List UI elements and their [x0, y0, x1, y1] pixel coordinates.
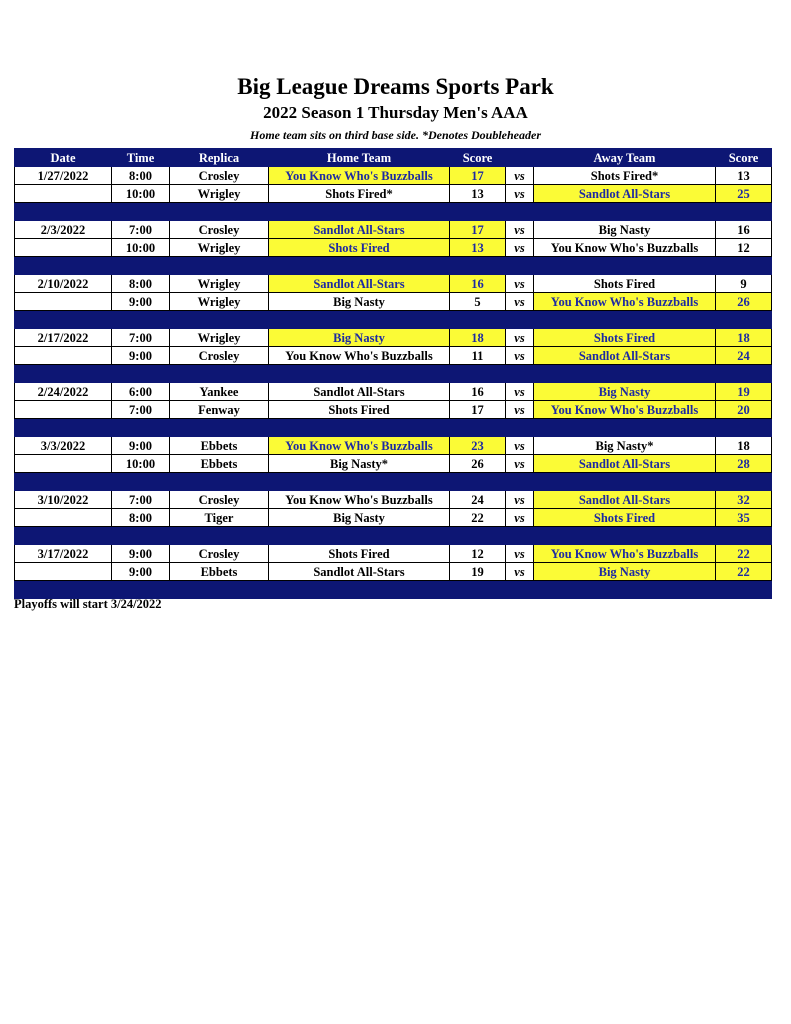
separator-cell: [269, 365, 450, 383]
separator-cell: [506, 419, 534, 437]
game-row: [15, 293, 772, 311]
game-replica: Tiger: [170, 509, 269, 527]
vs-label: vs: [506, 185, 534, 203]
game-replica: Wrigley: [170, 329, 269, 347]
game-time: 7:00: [112, 221, 170, 239]
separator-cell: [269, 527, 450, 545]
separator-cell: [450, 257, 506, 275]
game-replica: Crosley: [170, 491, 269, 509]
home-team: Shots Fired*: [269, 185, 450, 203]
vs-label: vs: [506, 329, 534, 347]
home-team: Shots Fired: [269, 401, 450, 419]
game-date: 1/27/2022: [15, 167, 112, 185]
game-date: [15, 239, 112, 257]
separator-cell: [506, 527, 534, 545]
game-replica: Wrigley: [170, 275, 269, 293]
game-replica: Yankee: [170, 383, 269, 401]
away-team: Big Nasty: [534, 221, 716, 239]
separator-cell: [170, 203, 269, 221]
separator-cell: [450, 365, 506, 383]
separator-cell: [112, 203, 170, 221]
game-time: 6:00: [112, 383, 170, 401]
home-team: Sandlot All-Stars: [269, 563, 450, 581]
game-time: 7:00: [112, 329, 170, 347]
header-home-score: Score: [450, 149, 506, 167]
game-date: 2/24/2022: [15, 383, 112, 401]
separator-cell: [450, 419, 506, 437]
season-subtitle: 2022 Season 1 Thursday Men's AAA: [263, 103, 528, 122]
home-score: 5: [450, 293, 506, 311]
separator-cell: [716, 311, 772, 329]
week-separator: [15, 311, 772, 329]
separator-cell: [112, 473, 170, 491]
game-time: 10:00: [112, 239, 170, 257]
game-time: 9:00: [112, 293, 170, 311]
home-score: 26: [450, 455, 506, 473]
game-row: [15, 437, 772, 455]
vs-label: vs: [506, 275, 534, 293]
separator-cell: [170, 527, 269, 545]
game-replica: Crosley: [170, 545, 269, 563]
away-team: Big Nasty: [534, 383, 716, 401]
game-row: [15, 491, 772, 509]
home-team: Shots Fired: [269, 239, 450, 257]
game-time: 8:00: [112, 275, 170, 293]
schedule-note: Home team sits on third base side. *Denotes Doubleheader: [250, 128, 541, 142]
separator-cell: [269, 473, 450, 491]
separator-cell: [506, 365, 534, 383]
home-score: 24: [450, 491, 506, 509]
home-score: 17: [450, 401, 506, 419]
home-score: 12: [450, 545, 506, 563]
game-row: [15, 347, 772, 365]
separator-cell: [506, 203, 534, 221]
vs-label: vs: [506, 239, 534, 257]
separator-cell: [506, 473, 534, 491]
home-team: Big Nasty: [269, 293, 450, 311]
separator-cell: [170, 473, 269, 491]
home-team: You Know Who's Buzzballs: [269, 167, 450, 185]
game-time: 9:00: [112, 563, 170, 581]
header-time: Time: [112, 149, 170, 167]
game-row: [15, 221, 772, 239]
home-team: Sandlot All-Stars: [269, 383, 450, 401]
separator-cell: [170, 419, 269, 437]
separator-cell: [534, 365, 716, 383]
separator-cell: [534, 311, 716, 329]
away-team: You Know Who's Buzzballs: [534, 545, 716, 563]
separator-cell: [15, 527, 112, 545]
separator-cell: [112, 365, 170, 383]
separator-cell: [269, 581, 450, 599]
separator-cell: [170, 365, 269, 383]
game-row: [15, 455, 772, 473]
separator-cell: [269, 419, 450, 437]
away-team: Sandlot All-Stars: [534, 347, 716, 365]
away-team: Shots Fired: [534, 509, 716, 527]
home-score: 19: [450, 563, 506, 581]
page-title: Big League Dreams Sports Park: [237, 74, 554, 99]
header-home-team: Home Team: [269, 149, 450, 167]
separator-cell: [716, 365, 772, 383]
game-date: [15, 563, 112, 581]
away-team: Sandlot All-Stars: [534, 455, 716, 473]
separator-cell: [534, 419, 716, 437]
separator-cell: [15, 581, 112, 599]
game-replica: Ebbets: [170, 437, 269, 455]
separator-cell: [112, 527, 170, 545]
home-score: 17: [450, 167, 506, 185]
header-away-team: Away Team: [534, 149, 716, 167]
game-time: 10:00: [112, 455, 170, 473]
home-team: Sandlot All-Stars: [269, 221, 450, 239]
game-date: 3/3/2022: [15, 437, 112, 455]
game-replica: Wrigley: [170, 293, 269, 311]
game-date: [15, 401, 112, 419]
header-vs: [506, 149, 534, 167]
header-replica: Replica: [170, 149, 269, 167]
separator-cell: [450, 203, 506, 221]
away-team: Big Nasty*: [534, 437, 716, 455]
away-score: 32: [716, 491, 772, 509]
home-team: You Know Who's Buzzballs: [269, 491, 450, 509]
vs-label: vs: [506, 401, 534, 419]
week-separator: [15, 419, 772, 437]
separator-cell: [170, 581, 269, 599]
separator-cell: [170, 257, 269, 275]
game-row: [15, 329, 772, 347]
away-team: Shots Fired*: [534, 167, 716, 185]
separator-cell: [716, 581, 772, 599]
separator-cell: [15, 257, 112, 275]
separator-cell: [534, 473, 716, 491]
home-score: 13: [450, 239, 506, 257]
separator-cell: [506, 257, 534, 275]
separator-cell: [716, 257, 772, 275]
separator-cell: [112, 419, 170, 437]
vs-label: vs: [506, 455, 534, 473]
away-score: 25: [716, 185, 772, 203]
game-date: 3/17/2022: [15, 545, 112, 563]
separator-cell: [450, 581, 506, 599]
separator-cell: [269, 257, 450, 275]
week-separator: [15, 257, 772, 275]
away-score: 26: [716, 293, 772, 311]
header-date: Date: [15, 149, 112, 167]
week-separator: [15, 473, 772, 491]
away-score: 18: [716, 437, 772, 455]
game-date: [15, 293, 112, 311]
table-header-row: [15, 149, 772, 167]
home-score: 13: [450, 185, 506, 203]
schedule-table: [14, 148, 772, 599]
vs-label: vs: [506, 545, 534, 563]
away-team: Sandlot All-Stars: [534, 491, 716, 509]
game-replica: Crosley: [170, 167, 269, 185]
separator-cell: [112, 311, 170, 329]
away-score: 13: [716, 167, 772, 185]
away-team: You Know Who's Buzzballs: [534, 239, 716, 257]
home-team: You Know Who's Buzzballs: [269, 437, 450, 455]
away-score: 9: [716, 275, 772, 293]
away-team: You Know Who's Buzzballs: [534, 293, 716, 311]
game-date: [15, 185, 112, 203]
separator-cell: [15, 473, 112, 491]
separator-cell: [534, 257, 716, 275]
game-time: 9:00: [112, 347, 170, 365]
game-replica: Ebbets: [170, 563, 269, 581]
separator-cell: [269, 203, 450, 221]
header-away-score: Score: [716, 149, 772, 167]
game-time: 8:00: [112, 509, 170, 527]
game-row: [15, 167, 772, 185]
separator-cell: [716, 527, 772, 545]
game-replica: Crosley: [170, 221, 269, 239]
game-time: 7:00: [112, 491, 170, 509]
vs-label: vs: [506, 563, 534, 581]
vs-label: vs: [506, 509, 534, 527]
game-row: [15, 383, 772, 401]
home-team: You Know Who's Buzzballs: [269, 347, 450, 365]
vs-label: vs: [506, 167, 534, 185]
game-row: [15, 275, 772, 293]
game-date: 2/3/2022: [15, 221, 112, 239]
away-score: 20: [716, 401, 772, 419]
separator-cell: [15, 365, 112, 383]
separator-cell: [269, 311, 450, 329]
home-score: 17: [450, 221, 506, 239]
home-team: Shots Fired: [269, 545, 450, 563]
game-replica: Wrigley: [170, 185, 269, 203]
separator-cell: [716, 203, 772, 221]
separator-cell: [15, 311, 112, 329]
away-team: Sandlot All-Stars: [534, 185, 716, 203]
separator-cell: [534, 581, 716, 599]
away-score: 35: [716, 509, 772, 527]
game-row: [15, 401, 772, 419]
separator-cell: [112, 257, 170, 275]
game-time: 8:00: [112, 167, 170, 185]
vs-label: vs: [506, 383, 534, 401]
separator-cell: [170, 311, 269, 329]
game-row: [15, 185, 772, 203]
away-score: 19: [716, 383, 772, 401]
separator-cell: [15, 203, 112, 221]
game-time: 7:00: [112, 401, 170, 419]
game-time: 10:00: [112, 185, 170, 203]
home-score: 22: [450, 509, 506, 527]
away-score: 22: [716, 545, 772, 563]
game-replica: Wrigley: [170, 239, 269, 257]
home-team: Big Nasty: [269, 329, 450, 347]
separator-cell: [534, 527, 716, 545]
vs-label: vs: [506, 491, 534, 509]
separator-cell: [506, 581, 534, 599]
separator-cell: [112, 581, 170, 599]
vs-label: vs: [506, 221, 534, 239]
away-score: 16: [716, 221, 772, 239]
game-row: [15, 563, 772, 581]
away-score: 22: [716, 563, 772, 581]
game-replica: Ebbets: [170, 455, 269, 473]
separator-cell: [450, 473, 506, 491]
game-date: [15, 509, 112, 527]
away-score: 24: [716, 347, 772, 365]
away-team: Big Nasty: [534, 563, 716, 581]
game-row: [15, 509, 772, 527]
separator-cell: [534, 203, 716, 221]
playoffs-note: Playoffs will start 3/24/2022: [14, 597, 162, 611]
vs-label: vs: [506, 437, 534, 455]
game-time: 9:00: [112, 545, 170, 563]
week-separator: [15, 203, 772, 221]
home-score: 16: [450, 275, 506, 293]
game-time: 9:00: [112, 437, 170, 455]
separator-cell: [716, 473, 772, 491]
game-row: [15, 545, 772, 563]
home-score: 18: [450, 329, 506, 347]
away-score: 18: [716, 329, 772, 347]
week-separator: [15, 527, 772, 545]
away-team: You Know Who's Buzzballs: [534, 401, 716, 419]
game-date: [15, 455, 112, 473]
game-date: 2/17/2022: [15, 329, 112, 347]
away-team: Shots Fired: [534, 329, 716, 347]
separator-cell: [450, 311, 506, 329]
game-row: [15, 239, 772, 257]
away-score: 12: [716, 239, 772, 257]
vs-label: vs: [506, 347, 534, 365]
home-score: 11: [450, 347, 506, 365]
separator-cell: [716, 419, 772, 437]
home-score: 16: [450, 383, 506, 401]
game-date: [15, 347, 112, 365]
away-team: Shots Fired: [534, 275, 716, 293]
home-score: 23: [450, 437, 506, 455]
game-replica: Fenway: [170, 401, 269, 419]
game-date: 2/10/2022: [15, 275, 112, 293]
game-date: 3/10/2022: [15, 491, 112, 509]
home-team: Big Nasty: [269, 509, 450, 527]
home-team: Sandlot All-Stars: [269, 275, 450, 293]
game-replica: Crosley: [170, 347, 269, 365]
schedule-body: [15, 167, 772, 599]
separator-cell: [506, 311, 534, 329]
separator-cell: [450, 527, 506, 545]
vs-label: vs: [506, 293, 534, 311]
week-separator: [15, 581, 772, 599]
separator-cell: [15, 419, 112, 437]
week-separator: [15, 365, 772, 383]
home-team: Big Nasty*: [269, 455, 450, 473]
away-score: 28: [716, 455, 772, 473]
